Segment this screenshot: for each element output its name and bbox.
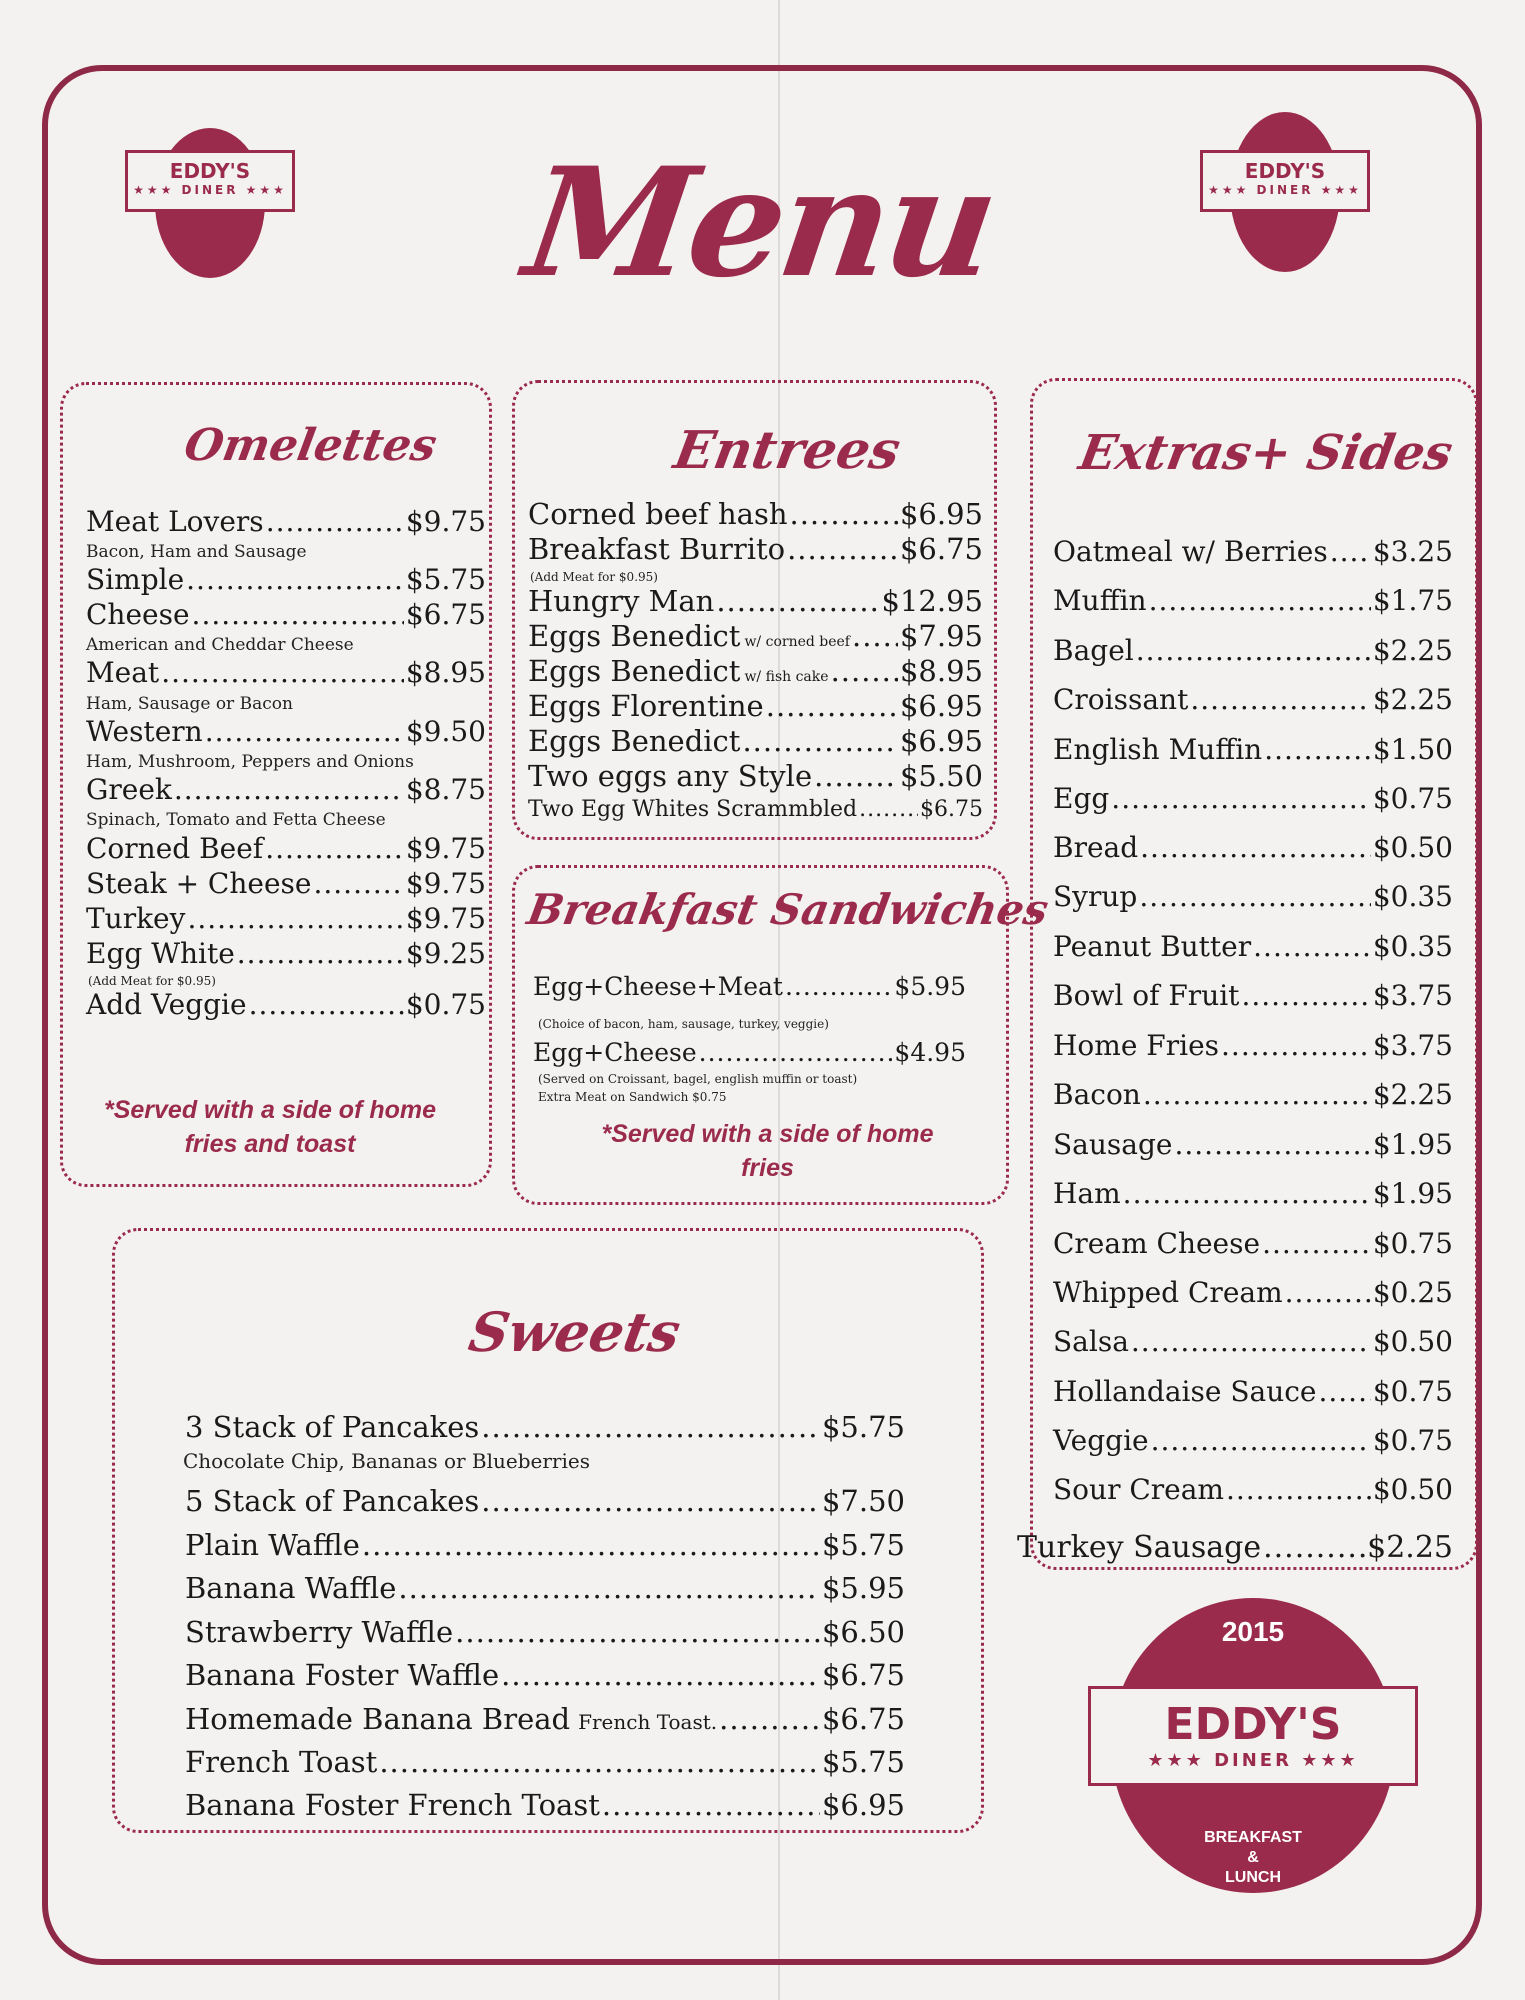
item-name: Turkey Sausage: [1017, 1530, 1262, 1565]
menu-item: [528, 689, 983, 723]
item-price: $9.75: [405, 505, 486, 538]
item-price: $6.95: [899, 724, 983, 758]
menu-item: [1053, 1325, 1453, 1358]
dot-leader: [1143, 1078, 1371, 1111]
item-name: Banana Foster Waffle: [185, 1658, 500, 1692]
item-price: $6.95: [899, 497, 983, 531]
menu-item: [185, 1702, 905, 1736]
dot-leader: [814, 759, 898, 793]
dot-leader: [1253, 930, 1371, 963]
item-name: Strawberry Waffle: [185, 1615, 454, 1649]
item-name: Cheese: [86, 598, 190, 631]
dot-leader: [790, 497, 898, 531]
dot-leader: [1190, 683, 1370, 716]
item-note: (Add Meat for $0.95): [530, 570, 658, 584]
item-price: $7.50: [821, 1484, 905, 1518]
item-name: Muffin: [1053, 584, 1147, 617]
menu-item: [1053, 930, 1453, 963]
menu-item: [1053, 979, 1453, 1012]
dot-leader: [481, 1484, 820, 1518]
item-name: Peanut Butter: [1053, 930, 1252, 963]
menu-item: [185, 1571, 905, 1605]
item-name: Salsa: [1053, 1325, 1129, 1358]
dot-leader: [859, 797, 918, 822]
dot-leader: [192, 598, 404, 631]
item-note: (Add Meat for $0.95): [88, 974, 216, 988]
item-price: $4.95: [894, 1038, 966, 1067]
item-name: Hollandaise Sauce: [1053, 1375, 1317, 1408]
logo-sub: ★★★ DINER ★★★: [133, 183, 287, 197]
menu-item: [1053, 831, 1453, 864]
item-note: Ham, Mushroom, Peppers and Onions: [86, 752, 414, 772]
item-name: Turkey: [86, 902, 186, 935]
item-price: $9.25: [405, 937, 486, 970]
menu-item: [185, 1615, 905, 1649]
dot-leader: [187, 902, 403, 935]
menu-item: [86, 902, 486, 935]
dot-leader: [1285, 1276, 1371, 1309]
dot-leader: [249, 988, 404, 1021]
dot-leader: [1111, 782, 1371, 815]
dot-leader: [831, 654, 898, 688]
item-price: $3.25: [1372, 535, 1453, 568]
dot-leader: [205, 715, 404, 748]
menu-item: [86, 715, 486, 748]
menu-item: [86, 988, 486, 1021]
item-name: 3 Stack of Pancakes: [185, 1410, 480, 1444]
menu-item: [528, 654, 983, 688]
item-name: Egg+Cheese+Meat: [533, 972, 783, 1001]
item-name: Corned Beef: [86, 832, 264, 865]
item-note: Ham, Sausage or Bacon: [86, 694, 293, 714]
logo-top-right: [1185, 112, 1385, 282]
sweets-title: Sweets: [464, 1300, 686, 1364]
item-name: Banana Foster French Toast: [185, 1788, 600, 1822]
menu-item: [185, 1745, 905, 1779]
omelettes-served-note: *Served with a side of home fries and toast: [103, 1096, 437, 1158]
dot-leader: [501, 1658, 820, 1692]
item-price: $6.75: [920, 797, 983, 822]
menu-item: [528, 584, 983, 618]
menu-item: [1053, 1029, 1453, 1062]
omelettes-title: Omelettes: [180, 420, 441, 471]
dot-leader: [602, 1788, 820, 1822]
item-name: Western: [86, 715, 203, 748]
menu-item: [1053, 1078, 1453, 1111]
item-name: Eggs Benedict: [528, 724, 741, 758]
item-name: Syrup: [1053, 880, 1138, 913]
menu-item: [86, 773, 486, 806]
menu-item: [1053, 634, 1453, 667]
menu-item: [533, 972, 966, 1001]
item-price: $6.95: [899, 689, 983, 723]
menu-item: [1053, 683, 1453, 716]
dot-leader: [719, 1702, 820, 1736]
menu-item: [1053, 1375, 1453, 1408]
item-inline-note: w/ corned beef: [744, 634, 850, 650]
item-price: $0.75: [1372, 782, 1453, 815]
menu-item: [1053, 1128, 1453, 1161]
item-price: $0.75: [405, 988, 486, 1021]
item-name: Cream Cheese: [1053, 1227, 1261, 1260]
menu-item: [528, 497, 983, 531]
item-price: $3.75: [1372, 979, 1453, 1012]
item-inline-note: French Toast.: [578, 1710, 718, 1734]
item-price: $8.95: [405, 656, 486, 689]
item-name: Oatmeal w/ Berries: [1053, 535, 1328, 568]
menu-item: [1053, 1227, 1453, 1260]
item-name: Sour Cream: [1053, 1473, 1224, 1506]
item-price: $6.75: [821, 1702, 905, 1736]
item-price: $7.95: [899, 619, 983, 653]
item-name: Hungry Man: [528, 584, 715, 618]
item-name: 5 Stack of Pancakes: [185, 1484, 480, 1518]
menu-item: [86, 937, 486, 970]
dot-leader: [785, 972, 892, 1001]
menu-item: [86, 598, 486, 631]
sandwiches-title: Breakfast Sandwiches: [523, 885, 1052, 934]
sandwiches-served-note: *Served with a side of home fries: [601, 1120, 934, 1182]
dot-leader: [1139, 880, 1370, 913]
logo-sub: ★★★ DINER ★★★: [1147, 1750, 1359, 1771]
item-name: Eggs Benedict: [528, 654, 741, 688]
dot-leader: [1149, 584, 1371, 617]
item-price: $6.95: [821, 1788, 905, 1822]
menu-item: [528, 759, 983, 793]
item-name: French Toast: [185, 1745, 378, 1779]
page-title: Menu: [515, 135, 1005, 311]
item-price: $6.75: [899, 532, 983, 566]
menu-item: [86, 867, 486, 900]
item-price: $2.25: [1372, 683, 1453, 716]
menu-item: [1017, 1530, 1453, 1565]
dot-leader: [455, 1615, 820, 1649]
dot-leader: [265, 832, 404, 865]
item-name: Banana Waffle: [185, 1571, 397, 1605]
item-name: Veggie: [1053, 1424, 1149, 1457]
dot-leader: [852, 619, 898, 653]
item-name: Corned beef hash: [528, 497, 788, 531]
dot-leader: [1136, 634, 1371, 667]
logo-tag-line3: LUNCH: [1225, 1869, 1281, 1886]
item-price: $0.75: [1372, 1227, 1453, 1260]
item-price: $0.35: [1372, 880, 1453, 913]
logo-name: EDDY'S: [169, 159, 251, 183]
entrees-title: Entrees: [669, 420, 905, 481]
item-price: $0.50: [1372, 831, 1453, 864]
dot-leader: [1318, 1375, 1370, 1408]
item-name: Two Egg Whites Scrammbled: [528, 797, 858, 822]
dot-leader: [186, 563, 404, 596]
item-price: $1.95: [1372, 1177, 1453, 1210]
dot-leader: [174, 773, 404, 806]
item-price: $3.75: [1372, 1029, 1453, 1062]
item-note: Extra Meat on Sandwich $0.75: [538, 1090, 727, 1104]
dot-leader: [1226, 1473, 1371, 1506]
menu-item: [1053, 733, 1453, 766]
dot-leader: [1263, 1530, 1365, 1565]
menu-item: [1053, 1177, 1453, 1210]
item-price: $6.50: [821, 1615, 905, 1649]
menu-item: [1053, 782, 1453, 815]
item-name: Home Fries: [1053, 1029, 1220, 1062]
item-note: Bacon, Ham and Sausage: [86, 542, 307, 562]
menu-item: [185, 1484, 905, 1518]
item-price: $6.75: [405, 598, 486, 631]
item-price: $0.50: [1372, 1325, 1453, 1358]
menu-item: [1053, 584, 1453, 617]
menu-item: [86, 563, 486, 596]
menu-item: [1053, 1276, 1453, 1309]
item-price: $0.75: [1372, 1424, 1453, 1457]
dot-leader: [766, 689, 898, 723]
item-name: Whipped Cream: [1053, 1276, 1283, 1309]
dot-leader: [1151, 1424, 1371, 1457]
menu-item: [1053, 1473, 1453, 1506]
item-price: $5.75: [821, 1745, 905, 1779]
menu-item: [1053, 1424, 1453, 1457]
item-inline-note: w/ fish cake: [744, 669, 829, 685]
item-name: Bagel: [1053, 634, 1134, 667]
dot-leader: [1140, 831, 1371, 864]
menu-item: [185, 1410, 905, 1444]
dot-leader: [1174, 1128, 1370, 1161]
item-price: $8.75: [405, 773, 486, 806]
item-price: $9.75: [405, 867, 486, 900]
menu-item: [185, 1658, 905, 1692]
dot-leader: [1131, 1325, 1371, 1358]
item-note: American and Cheddar Cheese: [86, 635, 354, 655]
item-price: $12.95: [881, 584, 983, 618]
item-name: Plain Waffle: [185, 1528, 360, 1562]
item-note: Spinach, Tomato and Fetta Cheese: [86, 810, 386, 830]
item-note: (Choice of bacon, ham, sausage, turkey, veggie): [538, 1017, 829, 1031]
item-name: Bacon: [1053, 1078, 1141, 1111]
dot-leader: [1330, 535, 1371, 568]
dot-leader: [362, 1528, 820, 1562]
item-price: $2.25: [1367, 1530, 1453, 1565]
item-name: Breakfast Burrito: [528, 532, 786, 566]
item-name: Steak + Cheese: [86, 867, 312, 900]
item-name: Egg: [1053, 782, 1110, 815]
item-name: Meat Lovers: [86, 505, 264, 538]
item-name: Meat: [86, 656, 160, 689]
item-price: $2.25: [1372, 1078, 1453, 1111]
menu-item: [533, 1038, 966, 1067]
menu-item: [185, 1528, 905, 1562]
item-note: Chocolate Chip, Bananas or Blueberries: [183, 1449, 590, 1473]
dot-leader: [1241, 979, 1370, 1012]
item-name: Sausage: [1053, 1128, 1173, 1161]
item-name: Egg+Cheese: [533, 1038, 697, 1067]
dot-leader: [161, 656, 404, 689]
item-price: $0.50: [1372, 1473, 1453, 1506]
item-price: $1.95: [1372, 1128, 1453, 1161]
item-price: $9.75: [405, 902, 486, 935]
item-price: $0.75: [1372, 1375, 1453, 1408]
item-price: $5.50: [899, 759, 983, 793]
item-price: $0.35: [1372, 930, 1453, 963]
item-name: Greek: [86, 773, 172, 806]
logo-tag-line1: BREAKFAST: [1204, 1829, 1302, 1846]
dot-leader: [1221, 1029, 1371, 1062]
dot-leader: [313, 867, 403, 900]
item-name: Bread: [1053, 831, 1139, 864]
item-price: $5.75: [405, 563, 486, 596]
item-name: Ham: [1053, 1177, 1121, 1210]
item-name: Egg White: [86, 937, 235, 970]
dot-leader: [237, 937, 404, 970]
dot-leader: [1123, 1177, 1371, 1210]
item-price: $1.50: [1372, 733, 1453, 766]
item-name: Croissant: [1053, 683, 1189, 716]
dot-leader: [742, 724, 898, 758]
dot-leader: [699, 1038, 893, 1067]
logo-name: EDDY'S: [1164, 1699, 1342, 1750]
menu-item: [528, 797, 983, 822]
menu-item: [528, 532, 983, 566]
logo-sub: ★★★ DINER ★★★: [1208, 183, 1362, 197]
item-price: $5.75: [821, 1410, 905, 1444]
logo-top-left: [110, 128, 310, 288]
item-price: $5.95: [821, 1571, 905, 1605]
item-note: (Served on Croissant, bagel, english muffin or toast): [538, 1072, 858, 1086]
dot-leader: [787, 532, 898, 566]
logo-name: EDDY'S: [1244, 159, 1326, 183]
dot-leader: [398, 1571, 820, 1605]
item-price: $8.95: [899, 654, 983, 688]
item-name: Simple: [86, 563, 185, 596]
logo-tag-line2: &: [1247, 1849, 1259, 1866]
extras-title: Extras+ Sides: [1075, 425, 1457, 481]
dot-leader: [266, 505, 404, 538]
menu-item: [86, 832, 486, 865]
dot-leader: [1262, 1227, 1371, 1260]
item-price: $1.75: [1372, 584, 1453, 617]
logo-bottom-right: [1078, 1598, 1428, 1898]
dot-leader: [716, 584, 879, 618]
logo-year: 2015: [1221, 1616, 1285, 1647]
item-price: $5.95: [894, 972, 966, 1001]
menu-item: [185, 1788, 905, 1822]
item-name: Eggs Florentine: [528, 689, 764, 723]
item-price: $6.75: [821, 1658, 905, 1692]
menu-item: [1053, 880, 1453, 913]
item-price: $0.25: [1372, 1276, 1453, 1309]
item-name: Add Veggie: [86, 988, 247, 1021]
item-name: Two eggs any Style: [528, 759, 813, 793]
menu-item: [1053, 535, 1453, 568]
item-price: $9.75: [405, 832, 486, 865]
item-price: $9.50: [405, 715, 486, 748]
item-price: $2.25: [1372, 634, 1453, 667]
item-name: Eggs Benedict: [528, 619, 741, 653]
item-name: Homemade Banana Bread: [185, 1702, 571, 1736]
dot-leader: [379, 1745, 820, 1779]
menu-item: [528, 724, 983, 758]
menu-item: [528, 619, 983, 653]
menu-item: [86, 505, 486, 538]
item-name: Bowl of Fruit: [1053, 979, 1240, 1012]
item-name: English Muffin: [1053, 733, 1263, 766]
dot-leader: [481, 1410, 820, 1444]
dot-leader: [1264, 733, 1371, 766]
menu-item: [86, 656, 486, 689]
item-price: $5.75: [821, 1528, 905, 1562]
